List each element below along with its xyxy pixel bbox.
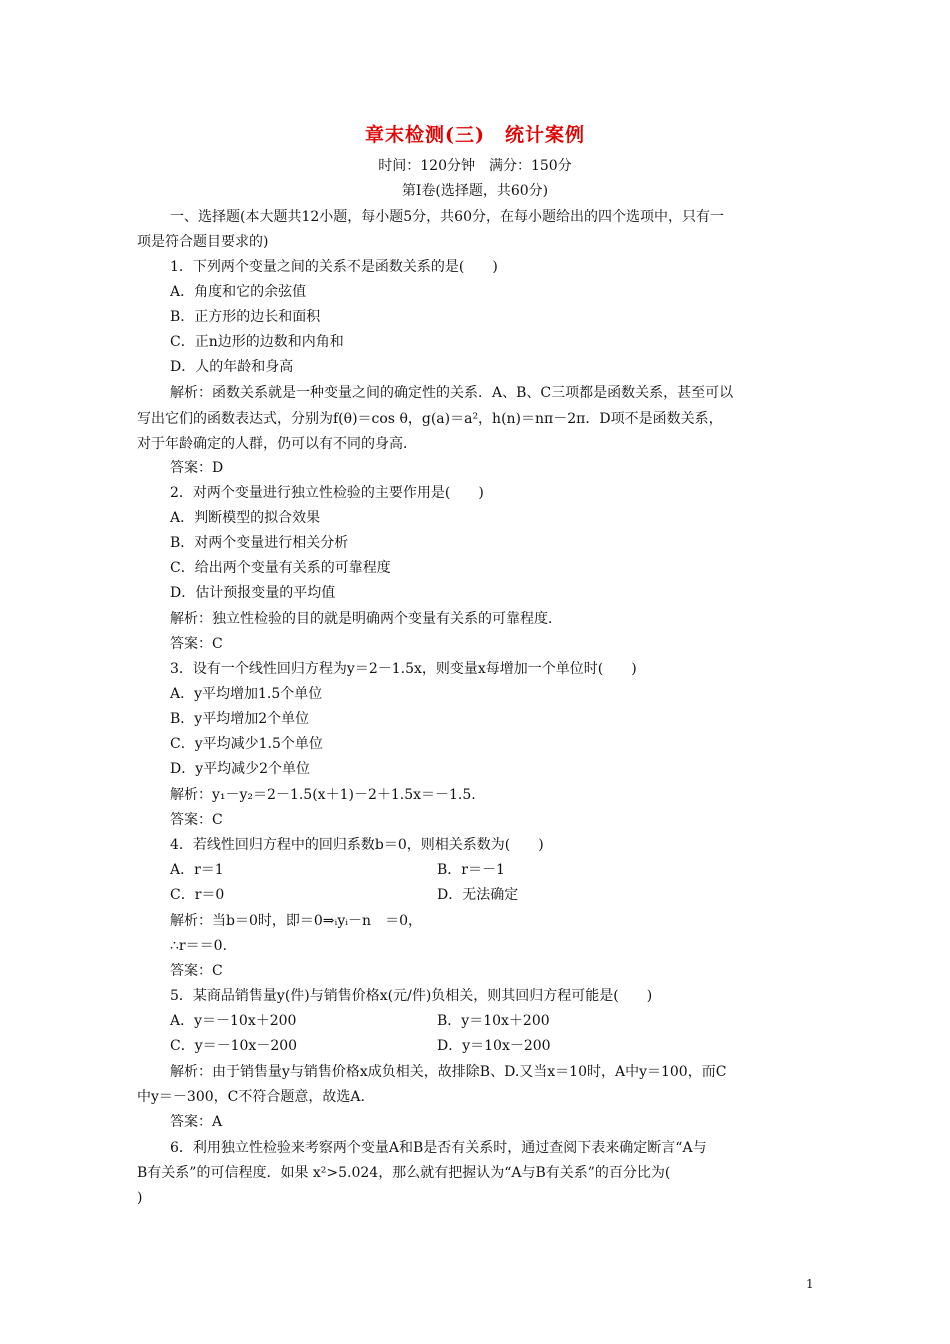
q1-analysis: 解析：函数关系就是一种变量之间的确定性的关系．A、B、C三项都是函数关系，甚至可以 xyxy=(170,385,734,401)
q3-stem: 3．设有一个线性回归方程为y＝2－1.5x，则变量x每增加一个单位时( ) xyxy=(170,661,637,677)
q3-option-c: C．y平均减少1.5个单位 xyxy=(170,736,323,752)
q2-option-b: B．对两个变量进行相关分析 xyxy=(170,535,349,551)
q5-option-c: C．y＝－10x－200 xyxy=(170,1038,298,1054)
q2-analysis: 解析：独立性检验的目的就是明确两个变量有关系的可靠程度． xyxy=(170,611,562,627)
q6-stem: 6．利用独立性检验来考察两个变量A和B是否有关系时，通过查阅下表来确定断言“A与 xyxy=(170,1140,707,1156)
q4-analysis-cont: ∴r＝＝0. xyxy=(170,938,227,954)
page-title: 章末检测(三) 统计案例 xyxy=(365,124,585,146)
q1-answer: 答案：D xyxy=(170,460,224,476)
q5-analysis: 解析：由于销售量y与销售价格x成负相关，故排除B、D.又当x＝10时，A中y＝100，而C xyxy=(170,1064,727,1080)
q2-option-d: D．估计预报变量的平均值 xyxy=(170,585,336,601)
q5-option-a: A．y＝－10x＋200 xyxy=(170,1013,297,1029)
q6-stem-cont: B有关系”的可信程度．如果 x²>5.024，那么就有把握认为“A与B有关系”的百分比为( xyxy=(137,1165,671,1181)
section-intro: 一、选择题(本大题共12小题，每小题5分，共60分，在每小题给出的四个选项中，只有一 xyxy=(170,209,724,225)
q1-analysis-cont-2: 对于年龄确定的人群，仍可以有不同的身高． xyxy=(137,436,417,452)
section-intro-cont: 项是符合题目要求的) xyxy=(137,234,269,250)
page-number: 1 xyxy=(806,1277,814,1291)
q2-stem: 2．对两个变量进行独立性检验的主要作用是( ) xyxy=(170,485,484,501)
q1-option-c: C．正n边形的边数和内角和 xyxy=(170,334,344,350)
q5-answer: 答案：A xyxy=(170,1114,223,1130)
q4-stem: 4．若线性回归方程中的回归系数b＝0，则相关系数为( ) xyxy=(170,837,544,853)
q3-option-a: A．y平均增加1.5个单位 xyxy=(170,686,323,702)
q2-option-c: C．给出两个变量有关系的可靠程度 xyxy=(170,560,391,576)
part-heading: 第Ⅰ卷(选择题，共60分) xyxy=(401,183,549,199)
q4-option-c: C．r＝0 xyxy=(170,887,225,903)
q1-option-b: B．正方形的边长和面积 xyxy=(170,309,321,325)
q2-answer: 答案：C xyxy=(170,636,223,652)
q4-option-b: B．r＝－1 xyxy=(437,862,505,878)
q5-analysis-cont: 中y＝－300，C不符合题意，故选A. xyxy=(137,1089,365,1105)
q3-analysis: 解析：y₁－y₂＝2－1.5(x＋1)－2＋1.5x＝－1.5. xyxy=(170,787,476,803)
q3-option-b: B．y平均增加2个单位 xyxy=(170,711,310,727)
q3-option-d: D．y平均减少2个单位 xyxy=(170,761,311,777)
q4-option-d: D．无法确定 xyxy=(437,887,519,903)
q2-option-a: A．判断模型的拟合效果 xyxy=(170,510,321,526)
q1-option-a: A．角度和它的余弦值 xyxy=(170,284,307,300)
q6-stem-cont-2: ) xyxy=(137,1190,143,1206)
q4-option-a: A．r＝1 xyxy=(170,862,224,878)
q3-answer: 答案：C xyxy=(170,812,223,828)
q5-option-b: B．y＝10x＋200 xyxy=(437,1013,550,1029)
q4-answer: 答案：C xyxy=(170,963,223,979)
q5-stem: 5．某商品销售量y(件)与销售价格x(元/件)负相关，则其回归方程可能是( ) xyxy=(170,988,653,1004)
q5-option-d: D．y＝10x－200 xyxy=(437,1038,551,1054)
q1-analysis-cont: 写出它们的函数表达式，分别为f(θ)＝cos θ，g(a)＝a²，h(n)＝nπ－2π．D项不是函数关系， xyxy=(137,411,723,427)
q4-analysis: 解析：当b＝0时，即＝0⇒ᵢyᵢ－n ＝0， xyxy=(170,913,422,929)
q1-stem: 1．下列两个变量之间的关系不是函数关系的是( ) xyxy=(170,259,498,275)
time-info: 时间：120分钟 满分：150分 xyxy=(378,158,572,174)
q1-option-d: D．人的年龄和身高 xyxy=(170,359,294,375)
